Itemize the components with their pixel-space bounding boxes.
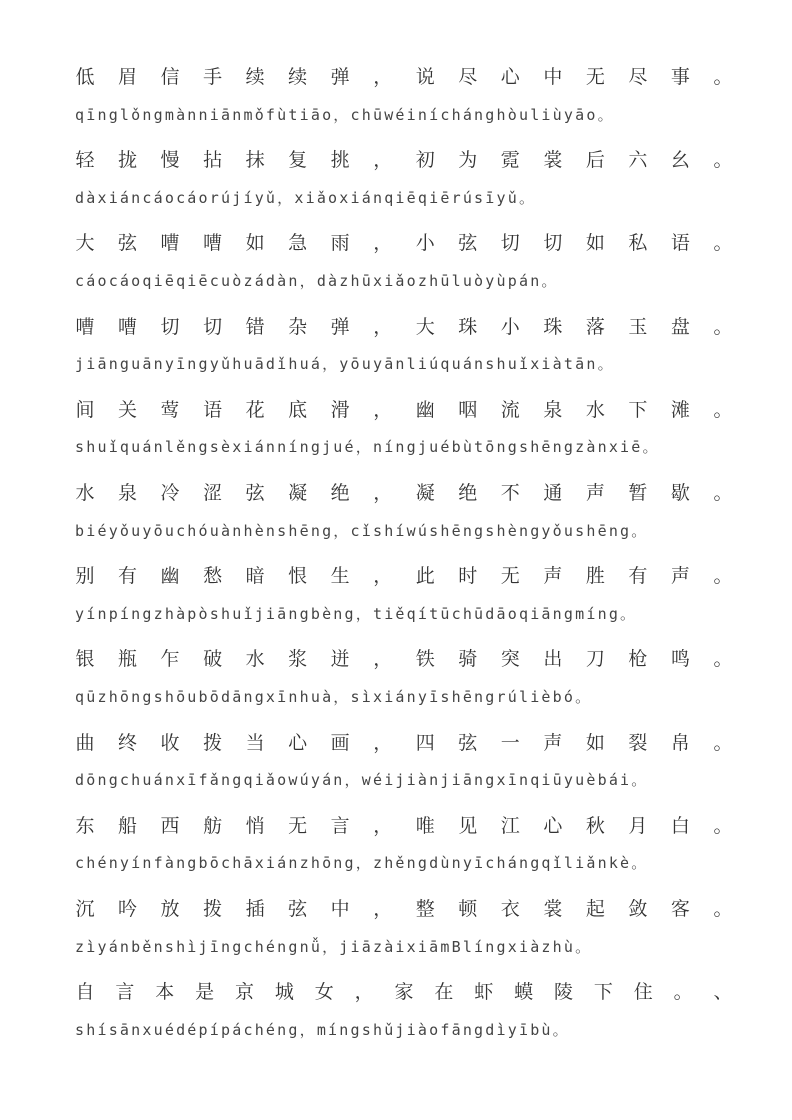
character: 有: [628, 565, 648, 588]
character: 。: [713, 565, 733, 588]
character: 吟: [118, 898, 138, 920]
poem-line: [75, 145, 733, 172]
character: 大: [75, 232, 95, 255]
character: 自: [75, 981, 95, 1004]
character: 拨: [203, 898, 223, 920]
poem-line: [75, 62, 733, 89]
character: 绝: [330, 482, 350, 504]
character: 落: [585, 315, 605, 338]
character: 幺: [670, 149, 690, 172]
pinyin-line: zìyánběnshìjīngchéngnǚ，jiāzàixiāmBlíngxiàzhù。: [75, 937, 593, 956]
poem-line: [75, 644, 733, 671]
character: 暗: [245, 565, 265, 588]
character: 。: [713, 814, 733, 837]
pinyin-line: jiānguānyīngyǔhuādǐhuá，yōuyānliúquánshuǐxiàtān。: [75, 355, 615, 374]
character: 本: [155, 981, 175, 1004]
character: 京: [234, 981, 254, 1004]
character: 裳: [543, 149, 563, 172]
character: 大: [415, 315, 435, 338]
character: 珠: [458, 315, 478, 338]
character: 冷: [160, 482, 180, 504]
character: 为: [458, 149, 478, 172]
character: 迸: [330, 648, 350, 671]
character: 滑: [330, 398, 350, 421]
poem-line: [75, 728, 733, 755]
character: 声: [543, 565, 563, 588]
character: 唯: [415, 814, 435, 837]
character: 突: [500, 648, 520, 671]
character: 骑: [458, 648, 478, 671]
character: 幽: [415, 398, 435, 421]
character: 帛: [670, 731, 690, 754]
character: 事: [670, 66, 690, 88]
character: 咽: [458, 398, 478, 421]
character: 声: [670, 565, 690, 588]
pinyin-line: chényínfàngbōchāxiánzhōng，zhěngdùnyīchángqǐliǎnkè。: [75, 854, 649, 873]
character: 船: [118, 814, 138, 837]
character: 弦: [458, 232, 478, 255]
character: 说: [415, 66, 435, 88]
character: 语: [203, 398, 223, 421]
character: 见: [458, 814, 478, 837]
character: 弦: [245, 482, 265, 504]
character: ，: [354, 981, 374, 1004]
character: 、: [713, 981, 733, 1004]
character: 语: [670, 232, 690, 255]
character: 弹: [330, 315, 350, 338]
character: 切: [203, 315, 223, 338]
character: 枪: [628, 648, 648, 671]
character: 。: [673, 981, 693, 1004]
character: 通: [543, 482, 563, 504]
character: 女: [314, 981, 334, 1004]
character: ，: [373, 315, 393, 338]
character: 无: [500, 565, 520, 588]
character: 尽: [458, 66, 478, 88]
poem-line: [75, 228, 733, 255]
character: 玉: [628, 315, 648, 338]
character: 一: [500, 731, 520, 754]
character: 收: [160, 731, 180, 754]
character: 嘈: [75, 315, 95, 338]
character: ，: [373, 482, 393, 504]
pinyin-line: cáocáoqiēqiēcuòzádàn，dàzhūxiǎozhūluòyùpán。: [75, 272, 559, 290]
poem-line: [75, 312, 733, 339]
character: 声: [585, 482, 605, 504]
character: 涩: [203, 482, 223, 504]
character: 月: [628, 814, 648, 837]
character: 拢: [118, 149, 138, 172]
character: 城: [274, 981, 294, 1004]
character: 水: [75, 482, 95, 504]
character: 轻: [75, 149, 95, 172]
character: 时: [458, 565, 478, 588]
character: 。: [713, 731, 733, 754]
poem-line: [75, 811, 733, 838]
character: ，: [373, 898, 393, 920]
character: 水: [245, 648, 265, 671]
character: 言: [330, 814, 350, 837]
character: 绝: [458, 482, 478, 504]
character: 西: [160, 814, 180, 837]
pinyin-line: biéyǒuyōuchóuànhènshēng，cǐshíwúshēngshèngyǒushēng。: [75, 521, 649, 540]
character: 初: [415, 149, 435, 172]
character: 雨: [330, 232, 350, 255]
character: 浆: [288, 648, 308, 671]
character: 胜: [585, 565, 605, 588]
character: 拨: [203, 731, 223, 754]
character: 。: [713, 482, 733, 504]
character: 霓: [500, 149, 520, 172]
character: 终: [118, 731, 138, 754]
character: 拈: [203, 149, 223, 172]
character: 插: [245, 898, 265, 920]
pinyin-line: yínpíngzhàpòshuǐjiāngbèng，tiěqítūchūdāoqiāngmíng。: [75, 604, 638, 623]
character: 瓶: [118, 648, 138, 671]
character: 如: [585, 232, 605, 255]
pinyin-line: shísānxuédépípáchéng，míngshǔjiàofāngdìyībù。: [75, 1020, 570, 1039]
character: 嘈: [118, 315, 138, 338]
character: 下: [628, 398, 648, 421]
character: ，: [373, 731, 393, 754]
character: 弦: [118, 232, 138, 255]
character: 续: [245, 66, 265, 88]
character: 不: [500, 482, 520, 504]
character: 凝: [415, 482, 435, 504]
character: 下: [593, 981, 613, 1004]
character: 错: [245, 315, 265, 338]
character: 愁: [203, 565, 223, 588]
character: 挑: [330, 149, 350, 172]
character: 江: [500, 814, 520, 837]
character: 流: [500, 398, 520, 421]
pinyin-line: dōngchuánxīfǎngqiǎowúyán，wéijiànjiāngxīnqiūyuèbái。: [75, 771, 649, 790]
character: 衣: [500, 898, 520, 920]
character: 住: [633, 981, 653, 1004]
character: 家: [394, 981, 414, 1004]
character: 沉: [75, 898, 95, 920]
character: 无: [288, 814, 308, 837]
character: 如: [245, 232, 265, 255]
character: ，: [373, 565, 393, 588]
character: 复: [288, 149, 308, 172]
character: ，: [373, 814, 393, 837]
poem-line: [75, 977, 733, 1004]
character: 中: [330, 898, 350, 920]
character: 裳: [543, 898, 563, 920]
character: 白: [670, 814, 690, 837]
character: 切: [543, 232, 563, 255]
character: 抹: [245, 149, 265, 172]
character: ，: [373, 66, 393, 88]
character: 放: [160, 898, 180, 920]
character: 陵: [553, 981, 573, 1004]
character: 歇: [670, 482, 690, 504]
character: ，: [373, 232, 393, 255]
character: 手: [203, 66, 223, 88]
character: 顿: [458, 898, 478, 920]
pinyin-line: qūzhōngshōubōdāngxīnhuà，sìxiányīshēngrúlièbó。: [75, 688, 593, 706]
character: 裂: [628, 731, 648, 754]
character: 水: [585, 398, 605, 421]
character: 珠: [543, 315, 563, 338]
character: 盘: [670, 315, 690, 338]
character: ，: [373, 149, 393, 172]
character: 铁: [415, 648, 435, 671]
character: 整: [415, 898, 435, 920]
character: 嘈: [160, 232, 180, 255]
character: 乍: [160, 648, 180, 671]
pinyin-line: qīnglǒngmànniānmǒfùtiāo，chūwéiníchánghòuliùyāo。: [75, 105, 615, 124]
character: 舫: [203, 814, 223, 837]
character: 敛: [628, 898, 648, 920]
pinyin-line: dàxiáncáocáorújíyǔ，xiǎoxiánqiēqiērúsīyǔ。: [75, 188, 537, 207]
character: 眉: [118, 66, 138, 88]
character: 小: [415, 232, 435, 255]
character: 四: [415, 731, 435, 754]
character: 客: [670, 898, 690, 920]
character: 当: [245, 731, 265, 754]
character: 弦: [458, 731, 478, 754]
character: 小: [500, 315, 520, 338]
character: 破: [203, 648, 223, 671]
character: 滩: [670, 398, 690, 421]
character: 别: [75, 565, 95, 588]
character: 在: [434, 981, 454, 1004]
character: 幽: [160, 565, 180, 588]
character: 六: [628, 149, 648, 172]
character: 。: [713, 648, 733, 671]
character: 起: [585, 898, 605, 920]
character: 悄: [245, 814, 265, 837]
character: 。: [713, 398, 733, 421]
character: 鸣: [670, 648, 690, 671]
character: 续: [288, 66, 308, 88]
character: 嘈: [203, 232, 223, 255]
character: 刀: [585, 648, 605, 671]
character: 泉: [543, 398, 563, 421]
character: 后: [585, 149, 605, 172]
character: 。: [713, 66, 733, 88]
character: ，: [373, 398, 393, 421]
poem-line: [75, 561, 733, 588]
character: 此: [415, 565, 435, 588]
character: 切: [500, 232, 520, 255]
character: 心: [543, 814, 563, 837]
character: 低: [75, 66, 95, 88]
character: 凝: [288, 482, 308, 504]
character: 私: [628, 232, 648, 255]
character: 声: [543, 731, 563, 754]
poem-line: [75, 478, 733, 505]
character: 莺: [160, 398, 180, 421]
character: 。: [713, 232, 733, 255]
character: 急: [288, 232, 308, 255]
character: 东: [75, 814, 95, 837]
character: 信: [160, 66, 180, 88]
character: 如: [585, 731, 605, 754]
poem-line: [75, 395, 733, 422]
character: 恨: [288, 565, 308, 588]
character: 间: [75, 398, 95, 421]
character: 泉: [118, 482, 138, 504]
character: 慢: [160, 149, 180, 172]
character: 无: [585, 66, 605, 88]
character: 银: [75, 648, 95, 671]
character: 。: [713, 315, 733, 338]
character: 关: [118, 398, 138, 421]
character: 中: [543, 66, 563, 88]
character: 生: [330, 565, 350, 588]
character: 心: [500, 66, 520, 88]
character: 言: [115, 981, 135, 1004]
character: 弹: [330, 66, 350, 88]
character: 心: [288, 731, 308, 754]
character: 曲: [75, 731, 95, 754]
character: 切: [160, 315, 180, 338]
character: 虾: [474, 981, 494, 1004]
pinyin-line: shuǐquánlěngsèxiánníngjué，níngjuébùtōngshēngzànxiē。: [75, 438, 660, 457]
character: 画: [330, 731, 350, 754]
character: 出: [543, 648, 563, 671]
character: 秋: [585, 814, 605, 837]
character: 暂: [628, 482, 648, 504]
character: 尽: [628, 66, 648, 88]
character: 花: [245, 398, 265, 421]
character: 有: [118, 565, 138, 588]
character: ，: [373, 648, 393, 671]
poem-line: [75, 894, 733, 921]
character: 蟆: [514, 981, 534, 1004]
character: 。: [713, 149, 733, 172]
character: 杂: [288, 315, 308, 338]
character: 。: [713, 898, 733, 920]
character: 底: [288, 398, 308, 421]
character: 弦: [288, 898, 308, 920]
character: 是: [195, 981, 215, 1004]
